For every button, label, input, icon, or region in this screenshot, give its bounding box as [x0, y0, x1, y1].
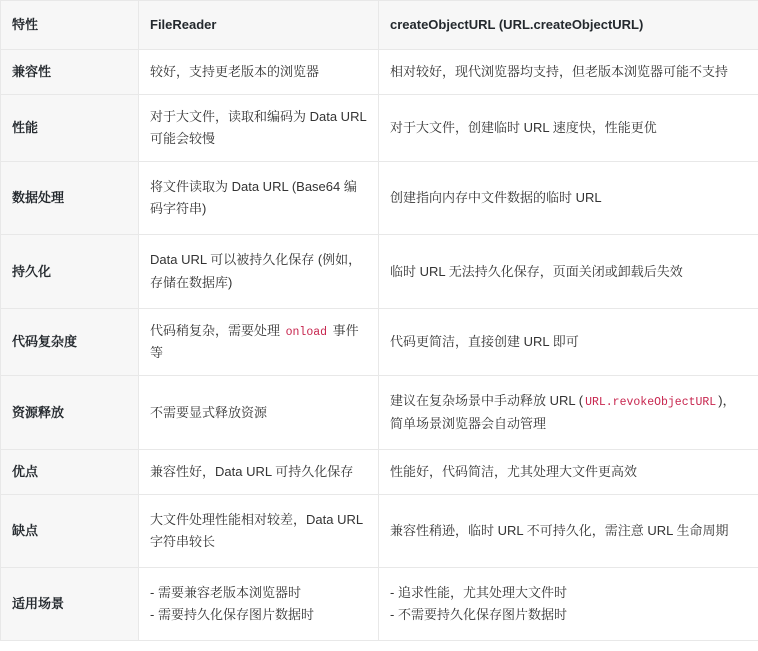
table-row — [1, 376, 758, 450]
onload-code: onload — [285, 325, 328, 339]
row-label-persistence: 持久化 — [1, 235, 139, 308]
row-label-compatibility: 兼容性 — [1, 50, 139, 95]
revokeobjecturl-code: URL.revokeObjectURL — [585, 396, 717, 410]
table-row — [1, 449, 758, 494]
cell-createobjecturl-resource-release — [379, 376, 758, 450]
use-case-item: - 需要兼容老版本浏览器时 — [150, 585, 301, 601]
row-label-resource-release: 资源释放 — [1, 376, 139, 450]
column-header-createobjecturl: createObjectURL (URL.createObjectURL) — [379, 1, 758, 50]
use-case-list — [150, 582, 368, 626]
cell-filereader-persistence: Data URL 可以被持久化保存 (例如，存储在数据库) — [139, 235, 379, 308]
column-header-feature: 特性 — [1, 1, 139, 50]
cell-createobjecturl-pros: 性能好，代码简洁，尤其处理大文件更高效 — [379, 449, 758, 494]
cell-createobjecturl-code-complexity: 代码更简洁，直接创建 URL 即可 — [379, 308, 758, 376]
table-row — [1, 568, 758, 641]
use-case-item: - 需要持久化保存图片数据时 — [150, 607, 314, 623]
row-label-pros: 优点 — [1, 449, 139, 494]
cell-createobjecturl-compatibility: 相对较好，现代浏览器均支持，但老版本浏览器可能不支持 — [379, 50, 758, 95]
text-before-code: 代码稍复杂，需要处理 — [150, 322, 284, 338]
table-row — [1, 50, 758, 95]
text-after-code: 事件等 — [150, 322, 359, 361]
table-body — [1, 50, 758, 641]
use-case-item: - 追求性能，尤其处理大文件时 — [390, 585, 567, 601]
column-header-filereader: FileReader — [139, 1, 379, 50]
cell-filereader-code-complexity — [139, 308, 379, 376]
cell-filereader-performance: 对于大文件，读取和编码为 Data URL 可能会较慢 — [139, 95, 379, 162]
cell-filereader-cons: 大文件处理性能相对较差，Data URL 字符串较长 — [139, 495, 379, 568]
row-label-code-complexity: 代码复杂度 — [1, 308, 139, 376]
row-label-performance: 性能 — [1, 95, 139, 162]
table-header — [1, 1, 758, 50]
table-row — [1, 162, 758, 235]
cell-filereader-use-cases — [139, 568, 379, 641]
cell-filereader-pros: 兼容性好，Data URL 可持久化保存 — [139, 449, 379, 494]
cell-createobjecturl-performance: 对于大文件，创建临时 URL 速度快，性能更优 — [379, 95, 758, 162]
use-case-item: - 不需要持久化保存图片数据时 — [390, 607, 567, 623]
text-before-code: 建议在复杂场景中手动释放 URL ( — [390, 393, 584, 409]
cell-createobjecturl-persistence: 临时 URL 无法持久化保存，页面关闭或卸载后失效 — [379, 235, 758, 308]
table-row — [1, 308, 758, 376]
table-row — [1, 95, 758, 162]
cell-createobjecturl-cons: 兼容性稍逊，临时 URL 不可持久化，需注意 URL 生命周期 — [379, 495, 758, 568]
table-header-row — [1, 1, 758, 50]
table-row — [1, 235, 758, 308]
table-row — [1, 495, 758, 568]
cell-filereader-data-handling: 将文件读取为 Data URL (Base64 编码字符串) — [139, 162, 379, 235]
row-label-use-cases: 适用场景 — [1, 568, 139, 641]
text-after-code: )，简单场景浏览器会自动管理 — [390, 393, 736, 431]
use-case-list — [390, 582, 748, 626]
cell-filereader-compatibility: 较好，支持更老版本的浏览器 — [139, 50, 379, 95]
row-label-cons: 缺点 — [1, 495, 139, 568]
cell-createobjecturl-use-cases — [379, 568, 758, 641]
cell-filereader-resource-release: 不需要显式释放资源 — [139, 376, 379, 450]
row-label-data-handling: 数据处理 — [1, 162, 139, 235]
cell-createobjecturl-data-handling: 创建指向内存中文件数据的临时 URL — [379, 162, 758, 235]
